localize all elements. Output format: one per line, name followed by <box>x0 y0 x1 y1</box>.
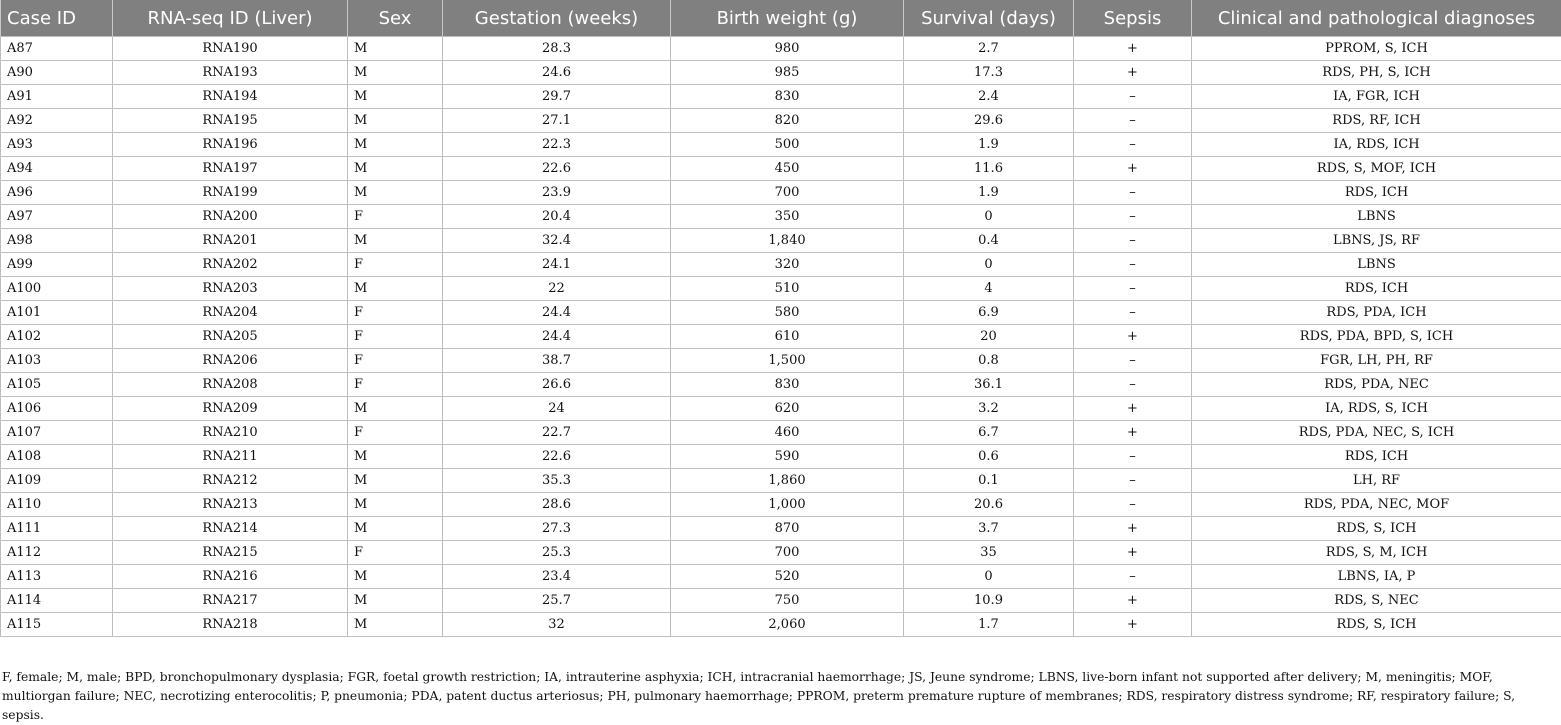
cell-diagnoses: RDS, PDA, NEC <box>1192 373 1561 397</box>
cell-survival: 1.9 <box>904 181 1074 205</box>
cell-survival: 11.6 <box>904 157 1074 181</box>
table-row <box>1 517 1561 541</box>
cell-survival: 0 <box>904 253 1074 277</box>
cell-gestation: 24.1 <box>443 253 671 277</box>
header-birth-weight: Birth weight (g) <box>671 0 904 37</box>
cell-sepsis: – <box>1074 565 1192 589</box>
cell-gestation: 28.3 <box>443 37 671 61</box>
cell-rna-seq-id: RNA216 <box>113 565 348 589</box>
table-row <box>1 373 1561 397</box>
cell-diagnoses: RDS, PDA, ICH <box>1192 301 1561 325</box>
cell-birth-weight: 320 <box>671 253 904 277</box>
cell-survival: 3.2 <box>904 397 1074 421</box>
cell-case-id: A100 <box>1 277 113 301</box>
table-row <box>1 397 1561 421</box>
cell-rna-seq-id: RNA218 <box>113 613 348 637</box>
cell-survival: 1.7 <box>904 613 1074 637</box>
cell-case-id: A115 <box>1 613 113 637</box>
cell-case-id: A91 <box>1 85 113 109</box>
cell-sex: M <box>348 589 443 613</box>
table-row <box>1 181 1561 205</box>
cell-sepsis: + <box>1074 541 1192 565</box>
cell-rna-seq-id: RNA190 <box>113 37 348 61</box>
cell-birth-weight: 510 <box>671 277 904 301</box>
cell-diagnoses: IA, FGR, ICH <box>1192 85 1561 109</box>
cell-birth-weight: 500 <box>671 133 904 157</box>
cell-rna-seq-id: RNA204 <box>113 301 348 325</box>
table-row <box>1 205 1561 229</box>
cell-diagnoses: RDS, S, NEC <box>1192 589 1561 613</box>
cell-gestation: 23.9 <box>443 181 671 205</box>
cell-diagnoses: IA, RDS, S, ICH <box>1192 397 1561 421</box>
cell-sex: M <box>348 229 443 253</box>
cell-birth-weight: 1,500 <box>671 349 904 373</box>
cell-survival: 36.1 <box>904 373 1074 397</box>
cell-sepsis: – <box>1074 133 1192 157</box>
cell-case-id: A114 <box>1 589 113 613</box>
cell-sepsis: + <box>1074 613 1192 637</box>
cell-survival: 6.9 <box>904 301 1074 325</box>
header-rna-seq-id: RNA-seq ID (Liver) <box>113 0 348 37</box>
table-row <box>1 349 1561 373</box>
cell-diagnoses: LBNS <box>1192 205 1561 229</box>
cell-sepsis: + <box>1074 61 1192 85</box>
cell-survival: 17.3 <box>904 61 1074 85</box>
cell-survival: 2.4 <box>904 85 1074 109</box>
cell-rna-seq-id: RNA193 <box>113 61 348 85</box>
cell-survival: 6.7 <box>904 421 1074 445</box>
table-row <box>1 421 1561 445</box>
cell-sepsis: – <box>1074 469 1192 493</box>
cell-survival: 0.4 <box>904 229 1074 253</box>
cell-gestation: 29.7 <box>443 85 671 109</box>
cell-birth-weight: 460 <box>671 421 904 445</box>
table-row <box>1 565 1561 589</box>
cell-gestation: 22.6 <box>443 445 671 469</box>
cell-case-id: A111 <box>1 517 113 541</box>
cell-sex: M <box>348 445 443 469</box>
table-row <box>1 325 1561 349</box>
cell-sex: F <box>348 205 443 229</box>
cell-survival: 10.9 <box>904 589 1074 613</box>
cell-gestation: 22.3 <box>443 133 671 157</box>
cell-gestation: 27.3 <box>443 517 671 541</box>
cell-birth-weight: 1,840 <box>671 229 904 253</box>
cell-rna-seq-id: RNA208 <box>113 373 348 397</box>
cell-birth-weight: 590 <box>671 445 904 469</box>
cell-case-id: A103 <box>1 349 113 373</box>
cell-survival: 1.9 <box>904 133 1074 157</box>
cell-sepsis: – <box>1074 181 1192 205</box>
cell-survival: 0 <box>904 205 1074 229</box>
cell-rna-seq-id: RNA195 <box>113 109 348 133</box>
cell-survival: 2.7 <box>904 37 1074 61</box>
table-body <box>1 37 1561 637</box>
header-case-id: Case ID <box>1 0 113 37</box>
cell-diagnoses: RDS, PDA, NEC, S, ICH <box>1192 421 1561 445</box>
cell-gestation: 24.6 <box>443 61 671 85</box>
table-row <box>1 85 1561 109</box>
cell-birth-weight: 980 <box>671 37 904 61</box>
cell-gestation: 22.6 <box>443 157 671 181</box>
cell-gestation: 27.1 <box>443 109 671 133</box>
cell-case-id: A92 <box>1 109 113 133</box>
cell-rna-seq-id: RNA212 <box>113 469 348 493</box>
cell-diagnoses: RDS, PDA, NEC, MOF <box>1192 493 1561 517</box>
cell-birth-weight: 1,860 <box>671 469 904 493</box>
cell-case-id: A108 <box>1 445 113 469</box>
cell-diagnoses: RDS, S, ICH <box>1192 613 1561 637</box>
table-row <box>1 589 1561 613</box>
table-row <box>1 493 1561 517</box>
cell-sepsis: + <box>1074 421 1192 445</box>
cell-rna-seq-id: RNA196 <box>113 133 348 157</box>
header-survival: Survival (days) <box>904 0 1074 37</box>
cell-birth-weight: 450 <box>671 157 904 181</box>
cell-case-id: A98 <box>1 229 113 253</box>
cell-diagnoses: RDS, S, ICH <box>1192 517 1561 541</box>
cell-survival: 29.6 <box>904 109 1074 133</box>
cell-sepsis: – <box>1074 445 1192 469</box>
cell-sex: M <box>348 109 443 133</box>
cell-sepsis: – <box>1074 373 1192 397</box>
header-sepsis: Sepsis <box>1074 0 1192 37</box>
cell-rna-seq-id: RNA197 <box>113 157 348 181</box>
cell-diagnoses: RDS, PDA, BPD, S, ICH <box>1192 325 1561 349</box>
table-row <box>1 133 1561 157</box>
cell-case-id: A94 <box>1 157 113 181</box>
cell-sex: F <box>348 349 443 373</box>
cell-survival: 20.6 <box>904 493 1074 517</box>
cell-rna-seq-id: RNA201 <box>113 229 348 253</box>
cell-diagnoses: FGR, LH, PH, RF <box>1192 349 1561 373</box>
cell-rna-seq-id: RNA217 <box>113 589 348 613</box>
cell-gestation: 32 <box>443 613 671 637</box>
cell-birth-weight: 985 <box>671 61 904 85</box>
cell-sepsis: – <box>1074 205 1192 229</box>
cell-rna-seq-id: RNA214 <box>113 517 348 541</box>
cell-birth-weight: 580 <box>671 301 904 325</box>
cell-sex: F <box>348 373 443 397</box>
cell-case-id: A110 <box>1 493 113 517</box>
cell-birth-weight: 1,000 <box>671 493 904 517</box>
cell-gestation: 24.4 <box>443 301 671 325</box>
cell-diagnoses: LH, RF <box>1192 469 1561 493</box>
cell-sex: F <box>348 253 443 277</box>
cell-case-id: A87 <box>1 37 113 61</box>
cell-birth-weight: 820 <box>671 109 904 133</box>
cell-gestation: 23.4 <box>443 565 671 589</box>
cell-rna-seq-id: RNA210 <box>113 421 348 445</box>
cell-rna-seq-id: RNA211 <box>113 445 348 469</box>
cell-birth-weight: 700 <box>671 181 904 205</box>
cell-sex: M <box>348 133 443 157</box>
cell-sepsis: + <box>1074 517 1192 541</box>
table-row <box>1 157 1561 181</box>
cell-sex: M <box>348 613 443 637</box>
cell-rna-seq-id: RNA213 <box>113 493 348 517</box>
cell-sepsis: – <box>1074 493 1192 517</box>
cell-survival: 0.8 <box>904 349 1074 373</box>
table-row <box>1 469 1561 493</box>
cell-rna-seq-id: RNA205 <box>113 325 348 349</box>
cell-birth-weight: 350 <box>671 205 904 229</box>
table-row <box>1 109 1561 133</box>
cell-sepsis: + <box>1074 325 1192 349</box>
cell-gestation: 20.4 <box>443 205 671 229</box>
cell-rna-seq-id: RNA206 <box>113 349 348 373</box>
cell-diagnoses: RDS, RF, ICH <box>1192 109 1561 133</box>
cell-survival: 4 <box>904 277 1074 301</box>
cell-rna-seq-id: RNA194 <box>113 85 348 109</box>
cell-gestation: 25.3 <box>443 541 671 565</box>
table-row <box>1 37 1561 61</box>
cell-sex: M <box>348 565 443 589</box>
cell-diagnoses: LBNS <box>1192 253 1561 277</box>
cell-sex: M <box>348 37 443 61</box>
cell-birth-weight: 830 <box>671 373 904 397</box>
header-sex: Sex <box>348 0 443 37</box>
cell-sex: F <box>348 541 443 565</box>
cell-case-id: A93 <box>1 133 113 157</box>
table-row <box>1 541 1561 565</box>
cell-sepsis: + <box>1074 589 1192 613</box>
cell-case-id: A102 <box>1 325 113 349</box>
cell-diagnoses: LBNS, JS, RF <box>1192 229 1561 253</box>
cell-birth-weight: 520 <box>671 565 904 589</box>
cell-sepsis: – <box>1074 301 1192 325</box>
table-row <box>1 229 1561 253</box>
cell-survival: 0 <box>904 565 1074 589</box>
cell-diagnoses: RDS, PH, S, ICH <box>1192 61 1561 85</box>
cell-gestation: 25.7 <box>443 589 671 613</box>
cell-case-id: A101 <box>1 301 113 325</box>
cell-sex: M <box>348 397 443 421</box>
cell-diagnoses: RDS, ICH <box>1192 445 1561 469</box>
cell-birth-weight: 750 <box>671 589 904 613</box>
cell-gestation: 24 <box>443 397 671 421</box>
cell-sex: M <box>348 517 443 541</box>
cell-rna-seq-id: RNA199 <box>113 181 348 205</box>
header-diagnoses: Clinical and pathological diagnoses <box>1192 0 1561 37</box>
cell-case-id: A106 <box>1 397 113 421</box>
cell-sepsis: – <box>1074 109 1192 133</box>
cell-case-id: A96 <box>1 181 113 205</box>
cell-diagnoses: PPROM, S, ICH <box>1192 37 1561 61</box>
cell-survival: 35 <box>904 541 1074 565</box>
cell-case-id: A112 <box>1 541 113 565</box>
cell-survival: 3.7 <box>904 517 1074 541</box>
cell-diagnoses: RDS, ICH <box>1192 181 1561 205</box>
cell-gestation: 26.6 <box>443 373 671 397</box>
cell-diagnoses: RDS, ICH <box>1192 277 1561 301</box>
cell-gestation: 22.7 <box>443 421 671 445</box>
cell-survival: 0.6 <box>904 445 1074 469</box>
cell-rna-seq-id: RNA200 <box>113 205 348 229</box>
cell-sex: M <box>348 181 443 205</box>
cell-case-id: A105 <box>1 373 113 397</box>
cell-sex: F <box>348 325 443 349</box>
cell-sepsis: + <box>1074 157 1192 181</box>
cell-sex: M <box>348 493 443 517</box>
cell-rna-seq-id: RNA209 <box>113 397 348 421</box>
table-row <box>1 613 1561 637</box>
cell-gestation: 38.7 <box>443 349 671 373</box>
cell-sepsis: – <box>1074 349 1192 373</box>
cell-sex: M <box>348 85 443 109</box>
table-row <box>1 445 1561 469</box>
cell-sepsis: – <box>1074 277 1192 301</box>
cell-birth-weight: 830 <box>671 85 904 109</box>
table-row <box>1 253 1561 277</box>
cell-sepsis: – <box>1074 85 1192 109</box>
cell-rna-seq-id: RNA203 <box>113 277 348 301</box>
cell-birth-weight: 2,060 <box>671 613 904 637</box>
header-row <box>1 0 1561 37</box>
cell-gestation: 24.4 <box>443 325 671 349</box>
cell-birth-weight: 700 <box>671 541 904 565</box>
cell-birth-weight: 870 <box>671 517 904 541</box>
cell-survival: 0.1 <box>904 469 1074 493</box>
cell-case-id: A90 <box>1 61 113 85</box>
cell-rna-seq-id: RNA215 <box>113 541 348 565</box>
cell-sex: M <box>348 277 443 301</box>
table-row <box>1 301 1561 325</box>
header-gestation: Gestation (weeks) <box>443 0 671 37</box>
cell-sepsis: + <box>1074 37 1192 61</box>
cell-case-id: A109 <box>1 469 113 493</box>
cell-sepsis: – <box>1074 229 1192 253</box>
cell-case-id: A113 <box>1 565 113 589</box>
table-row <box>1 61 1561 85</box>
cell-case-id: A99 <box>1 253 113 277</box>
cell-sepsis: + <box>1074 397 1192 421</box>
cell-sepsis: – <box>1074 253 1192 277</box>
cell-birth-weight: 610 <box>671 325 904 349</box>
cell-survival: 20 <box>904 325 1074 349</box>
cell-sex: F <box>348 421 443 445</box>
cell-rna-seq-id: RNA202 <box>113 253 348 277</box>
cell-diagnoses: RDS, S, MOF, ICH <box>1192 157 1561 181</box>
cell-gestation: 35.3 <box>443 469 671 493</box>
cell-case-id: A97 <box>1 205 113 229</box>
cell-sex: M <box>348 157 443 181</box>
table-row <box>1 277 1561 301</box>
cell-gestation: 32.4 <box>443 229 671 253</box>
cell-case-id: A107 <box>1 421 113 445</box>
cell-diagnoses: LBNS, IA, P <box>1192 565 1561 589</box>
cell-sex: M <box>348 61 443 85</box>
cell-sex: F <box>348 301 443 325</box>
cell-diagnoses: IA, RDS, ICH <box>1192 133 1561 157</box>
cell-gestation: 22 <box>443 277 671 301</box>
cell-diagnoses: RDS, S, M, ICH <box>1192 541 1561 565</box>
cell-sex: M <box>348 469 443 493</box>
table-footnote: F, female; M, male; BPD, bronchopulmonary dysplasia; FGR, foetal growth restriction; IA, intrauterine asphyxia; ICH, intracranial haemorrhage; JS, Jeune syndrome; LBNS, live-born infant not supported after delivery; M, meningitis; MOF, multiorgan failure; NEC, necrotizing enterocolitis; P, pneumonia; PDA, patent ductus arteriosus; PH, pulmonary haemorrhage; PPROM, preterm premature rupture of membranes; RDS, respiratory distress syndrome; RF, respiratory failure; S, sepsis. <box>2 668 1557 725</box>
cell-gestation: 28.6 <box>443 493 671 517</box>
cell-birth-weight: 620 <box>671 397 904 421</box>
